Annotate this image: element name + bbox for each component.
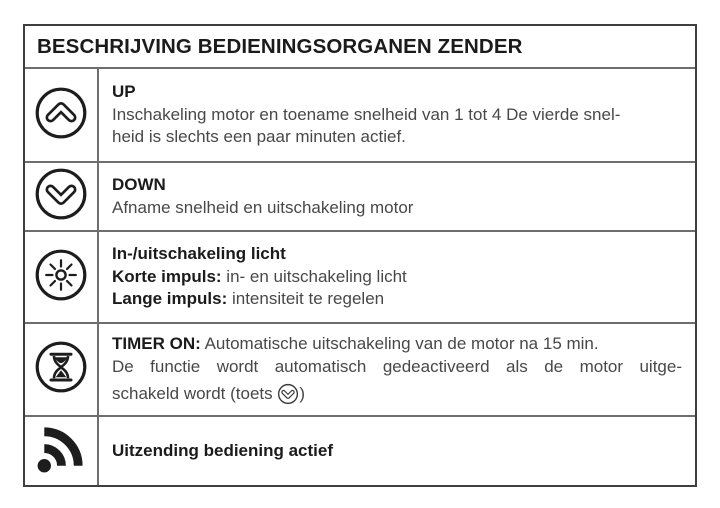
row-timer-label: TIMER ON: [112, 334, 201, 354]
cell-icon-broadcast [25, 415, 99, 485]
cell-icon-down [25, 161, 99, 230]
table-title: BESCHRIJVING BEDIENINGSORGANEN ZENDER [37, 34, 523, 58]
row-broadcast-title: Uitzending bediening actief [112, 440, 334, 460]
row-light-long-line [112, 288, 682, 311]
hourglass-circle-icon [34, 340, 88, 399]
row-light-short-label: Korte impuls: [112, 266, 222, 286]
transmitter-controls-table [23, 24, 697, 487]
chevron-up-circle-icon [34, 86, 88, 145]
cell-icon-light [25, 230, 99, 322]
light-sun-circle-icon [34, 248, 88, 307]
row-light-long-text: intensiteit te regelen [227, 289, 385, 309]
row-light-short-text: in- en uitschakeling licht [221, 266, 407, 286]
row-timer-line1-rest: Automatische uitschakeling van de motor na 15 min. [200, 334, 599, 354]
cell-text-broadcast [99, 415, 695, 485]
row-timer-line1 [112, 333, 682, 356]
row-timer-line2: De functie wordt automatisch gedeactiveerd als de motor uitge- [112, 356, 682, 376]
row-timer-line3-before: schakeld wordt (toets [112, 384, 278, 404]
row-timer-line3 [112, 383, 682, 406]
row-up-line1: Inschakeling motor en toename snelheid van 1 tot 4 De vierde snel- [112, 104, 621, 124]
row-down-line1: Afname snelheid en uitschakeling motor [112, 197, 414, 217]
chevron-down-circle-inline-icon [277, 383, 299, 406]
row-up-title: UP [112, 82, 136, 102]
row-up-line2: heid is slechts een paar minuten actief. [112, 127, 406, 147]
cell-icon-up [25, 67, 99, 161]
row-down-title: DOWN [112, 175, 166, 194]
cell-text-light [99, 230, 695, 322]
broadcast-waves-icon [35, 423, 87, 480]
chevron-down-circle-icon [34, 167, 88, 226]
row-timer-line3-after: ) [299, 384, 306, 404]
cell-text-timer [99, 322, 695, 415]
row-light-short-line [112, 266, 682, 289]
cell-text-down [99, 161, 695, 230]
row-light-long-label: Lange impuls: [112, 289, 228, 309]
row-light-title: In-/uitschakeling licht [112, 244, 286, 264]
cell-icon-timer [25, 322, 99, 415]
cell-text-up [99, 67, 695, 161]
